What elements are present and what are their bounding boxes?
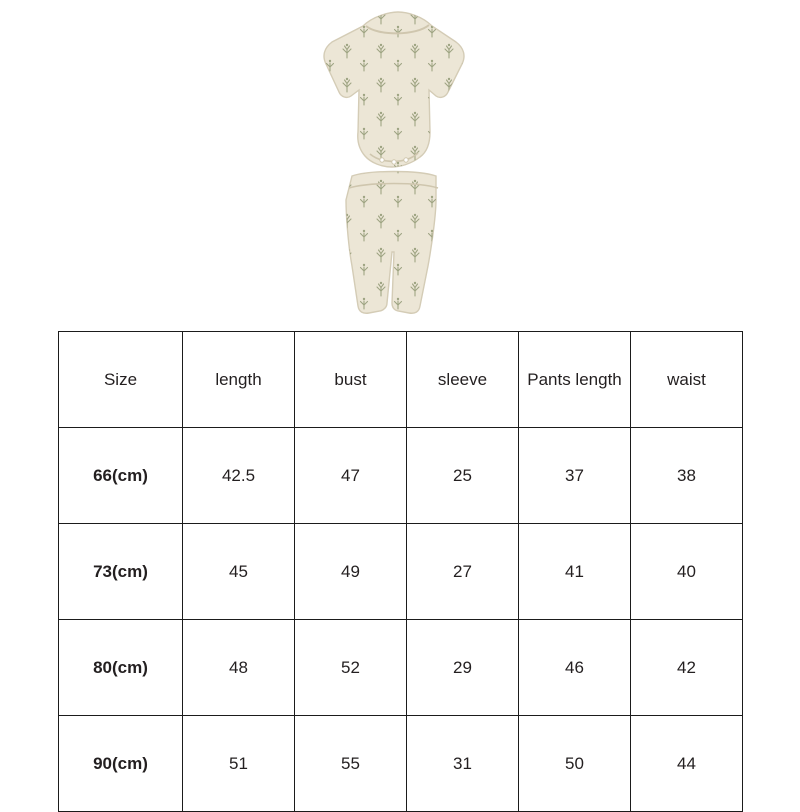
garment-svg [270,4,520,324]
cell-size: 73(cm) [59,524,183,620]
cell-size: 80(cm) [59,620,183,716]
cell-length: 45 [183,524,295,620]
cell-bust: 49 [295,524,407,620]
cell-pants-length: 46 [519,620,631,716]
header-waist: waist [631,332,743,428]
table-header-row [59,332,743,428]
table-row [59,716,743,812]
cell-size: 90(cm) [59,716,183,812]
cell-size: 66(cm) [59,428,183,524]
header-pants-length: Pants length [519,332,631,428]
cell-length: 48 [183,620,295,716]
cell-length: 51 [183,716,295,812]
cell-sleeve: 29 [407,620,519,716]
pants-shape [346,172,438,314]
cell-waist: 42 [631,620,743,716]
cell-sleeve: 27 [407,524,519,620]
table-row [59,524,743,620]
table-row [59,620,743,716]
cell-sleeve: 25 [407,428,519,524]
cell-waist: 38 [631,428,743,524]
cell-waist: 40 [631,524,743,620]
header-bust: bust [295,332,407,428]
cell-waist: 44 [631,716,743,812]
cell-bust: 52 [295,620,407,716]
size-chart-table [58,331,743,812]
header-sleeve: sleeve [407,332,519,428]
header-length: length [183,332,295,428]
product-image-area [0,0,800,330]
cell-sleeve: 31 [407,716,519,812]
cell-pants-length: 41 [519,524,631,620]
bodysuit-shape [324,12,464,167]
cell-pants-length: 50 [519,716,631,812]
cell-bust: 47 [295,428,407,524]
table-row [59,428,743,524]
header-size: Size [59,332,183,428]
garment-illustration [270,4,520,324]
cell-bust: 55 [295,716,407,812]
cell-pants-length: 37 [519,428,631,524]
cell-length: 42.5 [183,428,295,524]
